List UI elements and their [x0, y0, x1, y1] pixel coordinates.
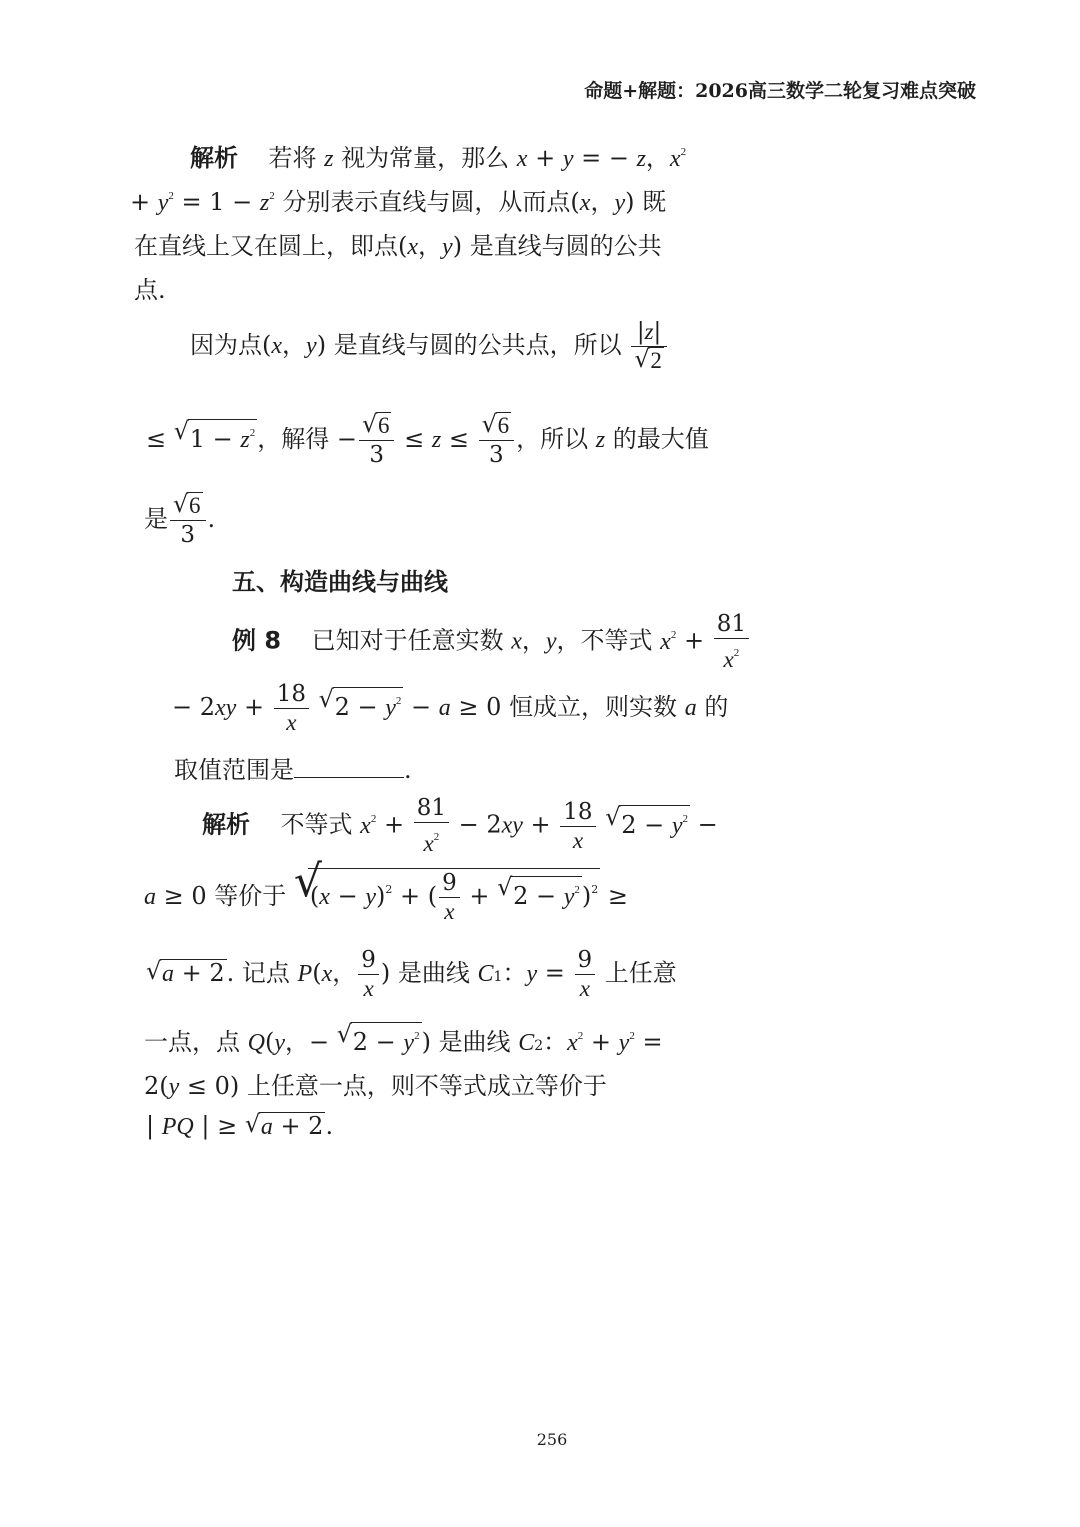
analysis2-line3: √ a + 2. 记点 P(x， $\frac{9}{x}$ ) 是曲线 C1：y = $\frac{9}{x}$ 上任意	[146, 946, 677, 1003]
analysis1-line7: 是 √ $\frac{6}{3}$ .	[144, 492, 215, 549]
analysis2-line5: 2(y ≤ 0) 上任意一点，则不等式成立等价于	[144, 1072, 607, 1100]
analysis1-line6: ≤ √ $1 - z^2$，解得 − √ $\frac{6}{3}$ ≤ z ≤ √ $\frac{6}{3}$ ，所以 z 的最大值	[146, 412, 709, 469]
example8-line2: − 2xy + $\frac{18}{x}$ √ $2 - y^2 - a \ge 0$ 恒成立，则实数 a 的	[172, 680, 728, 737]
analysis1-line2: + $y^2 = 1 - z^2$ 分别表示直线与圆，从而点(x，y) 既	[130, 188, 667, 216]
running-header: 命题+解题：2026高三数学二轮复习难点突破	[584, 80, 976, 102]
section-title: 五、构造曲线与曲线	[232, 568, 448, 596]
analysis1-line3: 在直线上又在圆上，即点(x，y) 是直线与圆的公共	[134, 232, 662, 260]
analysis-label: 解析	[190, 144, 238, 172]
page-number: 256	[536, 1430, 568, 1449]
analysis1-line1: 解析 若将 z 视为常量，那么 x + y = − z，$x^2$	[190, 144, 687, 172]
answer-blank	[294, 757, 404, 778]
analysis2-line2: a ≥ 0 等价于 √ $(x - y)^2$ + ( $\frac{9}{x}$ + √ $2 - y^2)^2$ ≥	[144, 868, 628, 926]
fraction-abs-z-over-sqrt2: |z| √ 2	[631, 318, 667, 375]
analysis-label: 解析	[202, 810, 250, 839]
example8-line1: 例 8 已知对于任意实数 x，y，不等式 $x^2$ + $\frac{81}{x^2}$	[232, 610, 751, 674]
analysis1-line4: 点.	[134, 276, 166, 304]
analysis2-line4: 一点，点 Q(y，− √ $2 - y^2$) 是曲线 C2：$x^2 + y^2$ =	[144, 1022, 663, 1057]
example-label: 例 8	[232, 626, 282, 655]
analysis2-line6: | PQ | ≥ √ a + 2.	[146, 1112, 333, 1141]
analysis2-line1: 解析 不等式 $x^2$ + $\frac{81}{x^2}$ − 2xy + $\frac{18}{x}$ √ $2 - y^2$ −	[202, 794, 718, 858]
example8-line3: 取值范围是 .	[174, 756, 412, 784]
analysis1-line5: 因为点(x，y) 是直线与圆的公共点，所以 |z| √ 2	[190, 318, 669, 375]
